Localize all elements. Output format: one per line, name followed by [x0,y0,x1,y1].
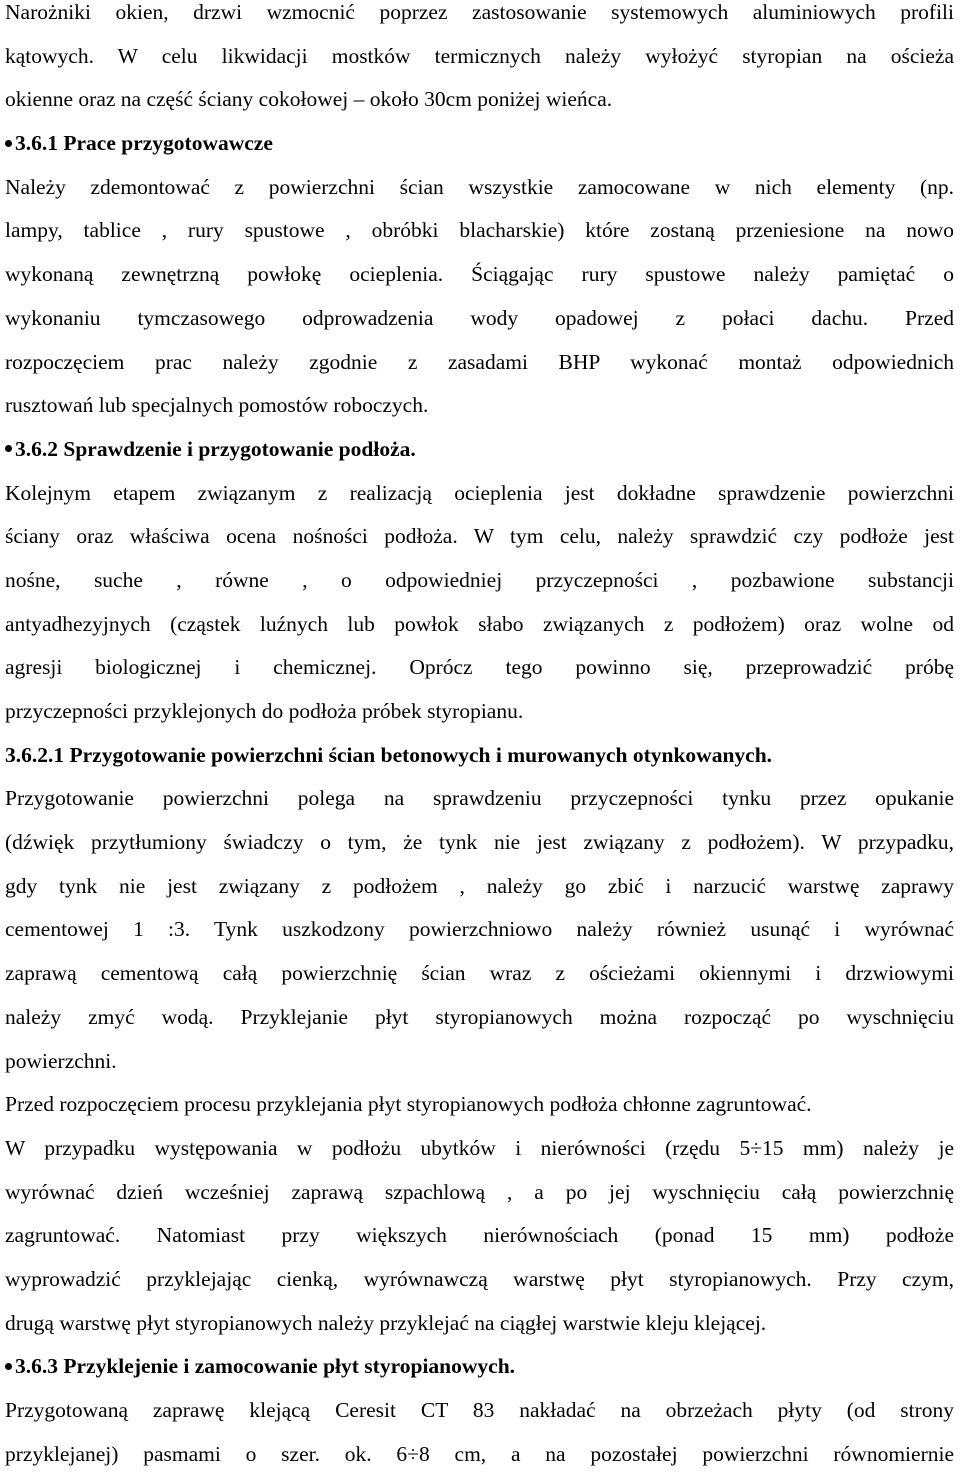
bullet-icon [5,140,12,147]
section-heading-text: 3.6.3 Przyklejenie i zamocowanie płyt styropianowych. [15,1354,516,1379]
paragraph-line: cementowej 1 :3. Tynk uszkodzony powierzchniowo należy również usunąć i wyrównać [5,917,954,942]
paragraph-line: zagruntować. Natomiast przy większych nierównościach (ponad 15 mm) podłoże [5,1223,954,1248]
bullet-icon [5,1363,12,1370]
paragraph-line: drugą warstwę płyt styropianowych należy przyklejać na ciągłej warstwie kleju klejącej. [5,1310,767,1335]
paragraph-line: okienne oraz na część ściany cokołowej – około 30cm poniżej wieńca. [5,87,613,112]
paragraph-line: wyprowadzić przyklejając cienką, wyrównawczą warstwę płyt styropianowych. Przy czym, [5,1266,954,1291]
paragraph-line: rusztowań lub specjalnych pomostów roboczych. [5,393,429,418]
paragraph-line: Przygotowaną zaprawę klejącą Ceresit CT 83 nakładać na obrzeżach płyty (od strony [5,1398,954,1422]
section-heading-text: 3.6.2 Sprawdzenie i przygotowanie podłoża. [15,436,416,461]
paragraph-line: rozpoczęciem prac należy zgodnie z zasadami BHP wykonać montaż odpowiednich [5,349,954,374]
paragraph-line: W przypadku występowania w podłożu ubytków i nierówności (rzędu 5÷15 mm) należy je [5,1135,954,1160]
paragraph-line: zaprawą cementową całą powierzchnię ścian wraz z ościeżami okiennymi i drzwiowymi [5,961,954,986]
section-heading-3-6-1 [5,122,954,166]
paragraph-line: Przed rozpoczęciem procesu przyklejania płyt styropianowych podłoża chłonne zagruntować. [5,1092,812,1117]
paragraph-line: Narożniki okien, drzwi wzmocnić poprzez zastosowanie systemowych aluminiowych profili [5,0,954,24]
paragraph-line: gdy tynk nie jest związany z podłożem , należy go zbić i narzucić warstwę zaprawy [5,873,954,898]
paragraph-line: Kolejnym etapem związanym z realizacją ocieplenia jest dokładne sprawdzenie powierzchni [5,480,954,505]
section-heading-3-6-2-1: 3.6.2.1 Przygotowanie powierzchni ścian betonowych i murowanych otynkowanych. [5,742,773,767]
paragraph-line: antyadhezyjnych (cząstek luźnych lub powłok słabo związanych z podłożem) oraz wolne od [5,611,954,636]
paragraph-line: Przygotowanie powierzchni polega na sprawdzeniu przyczepności tynku przez opukanie [5,786,954,811]
paragraph-line: przyczepności przyklejonych do podłoża próbek styropianu. [5,699,524,723]
bullet-icon [5,445,12,452]
paragraph-line: wykonaniu tymczasowego odprowadzenia wody opadowej z połaci dachu. Przed [5,305,954,330]
paragraph-line: agresji biologicznej i chemicznej. Oprócz tego powinno się, przeprowadzić próbę [5,655,954,680]
paragraph-line: Należy zdemontować z powierzchni ścian wszystkie zamocowane w nich elementy (np. [5,174,954,199]
section-heading-3-6-2 [5,428,954,472]
section-heading-3-6-3 [5,1345,954,1389]
paragraph-line: powierzchni. [5,1048,117,1073]
paragraph-line: nośne, suche , równe , o odpowiedniej przyczepności , pozbawione substancji [5,567,954,592]
paragraph-line: kątowych. W celu likwidacji mostków termicznych należy wyłożyć styropian na ościeża [5,43,954,68]
paragraph-line: lampy, tablice , rury spustowe , obróbki blacharskie) które zostaną przeniesione na nowo [5,218,954,243]
paragraph-line: przyklejanej) pasmami o szer. ok. 6÷8 cm, a na pozostałej powierzchni równomiernie [5,1441,954,1466]
paragraph-line: należy zmyć wodą. Przyklejanie płyt styropianowych można rozpocząć po wyschnięciu [5,1004,954,1029]
section-heading-text: 3.6.1 Prace przygotowawcze [15,131,273,156]
paragraph-line: wykonaną zewnętrzną powłokę ocieplenia. Ściągając rury spustowe należy pamiętać o [5,262,954,287]
paragraph-line: (dźwięk przytłumiony świadczy o tym, że tynk nie jest związany z podłożem). W przypadku, [5,830,954,855]
paragraph-line: wyrównać dzień wcześniej zaprawą szpachlową , a po jej wyschnięciu całą powierzchnię [5,1179,954,1204]
paragraph-line: ściany oraz właściwa ocena nośności podłoża. W tym celu, należy sprawdzić czy podłoże jest [5,524,954,549]
